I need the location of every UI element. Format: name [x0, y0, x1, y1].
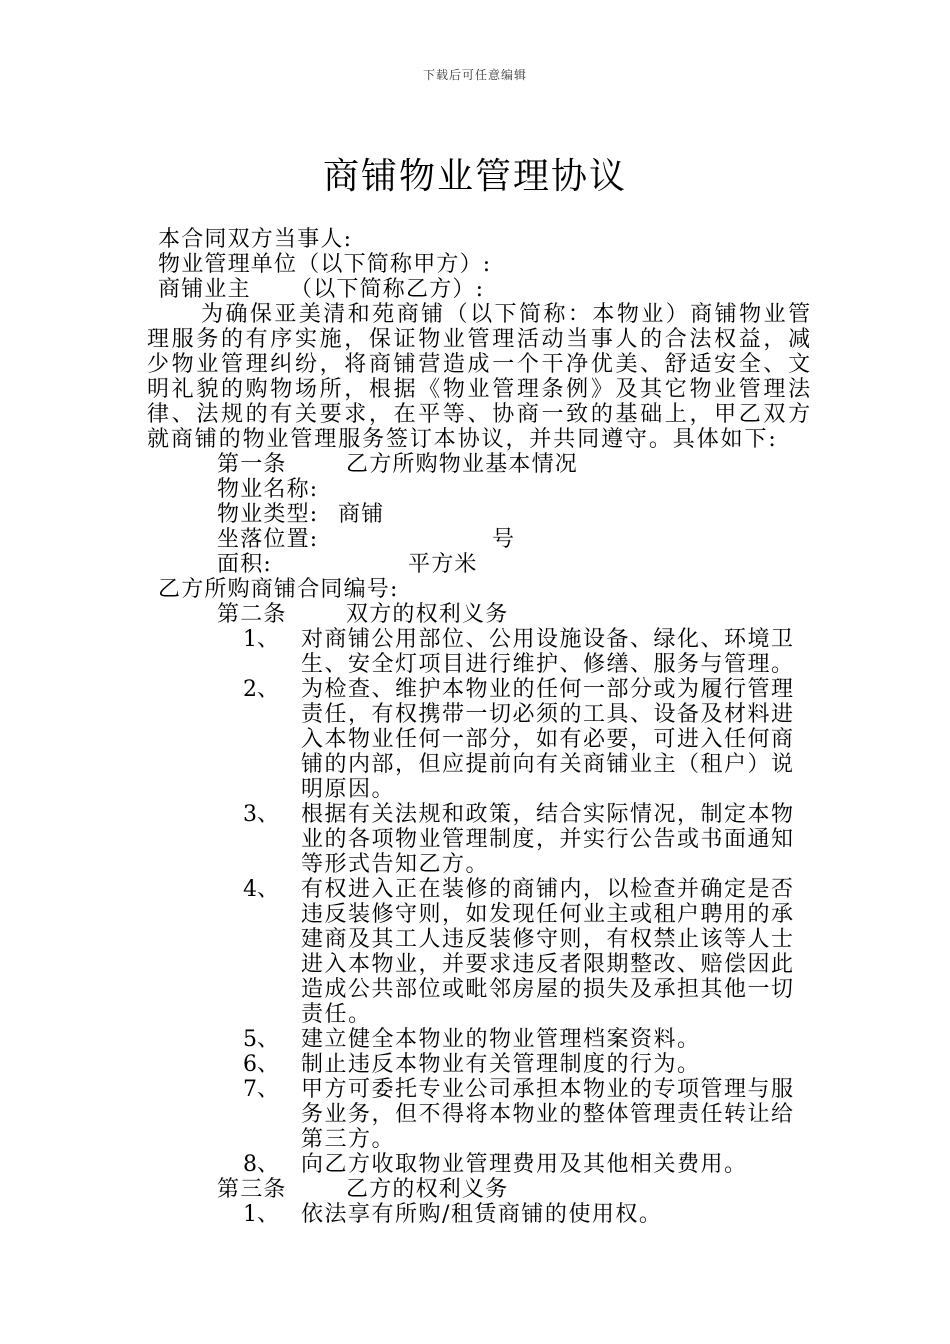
- list-item-text: 向乙方收取物业管理费用及其他相关费用。: [301, 1152, 748, 1177]
- list-item-number: 2、: [243, 677, 279, 702]
- list-item-text: 甲方可委托专业公司承担本物业的专项管理与服务业务，但不得将本物业的整体管理责任转让给第三方。: [301, 1077, 795, 1152]
- header-note: 下载后可任意编辑: [422, 68, 527, 82]
- location-label: 坐落位置:: [217, 527, 319, 552]
- list-item-number: 6、: [243, 1052, 279, 1077]
- list-item-text: 对商铺公用部位、公用设施设备、绿化、环境卫生、安全灯项目进行维护、修缮、服务与管理。: [301, 627, 795, 677]
- property-type-label: 物业类型:: [217, 502, 319, 527]
- contract-number-label: 乙方所购商铺合同编号:: [158, 577, 399, 602]
- document-title: 商铺物业管理协议: [322, 156, 627, 197]
- article3-label: 第三条: [217, 1177, 287, 1202]
- area-label: 面积:: [217, 552, 273, 577]
- location-suffix: 号: [492, 527, 516, 552]
- article1-title: 乙方所购物业基本情况: [346, 452, 579, 477]
- area-unit: 平方米: [408, 552, 478, 577]
- list-item-text: 制止违反本物业有关管理制度的行为。: [301, 1052, 701, 1077]
- article2-label: 第二条: [217, 602, 287, 627]
- party-b-note: （以下简称乙方）:: [290, 277, 485, 302]
- list-item-number: 5、: [243, 1027, 279, 1052]
- article3-title: 乙方的权利义务: [346, 1177, 509, 1202]
- list-item-text: 依法享有所购/租赁商铺的使用权。: [301, 1202, 663, 1227]
- list-item-number: 4、: [243, 877, 279, 902]
- list-item-text: 为检查、维护本物业的任何一部分或为履行管理责任，有权携带一切必须的工具、设备及材料进入本物业任何一部分，如有必要，可进入任何商铺的内部，但应提前向有关商铺业主（租户）说明原因。: [301, 677, 795, 802]
- list-item-number: 8、: [243, 1152, 279, 1177]
- party-b-label: 商铺业主: [158, 277, 251, 302]
- list-item-number: 1、: [243, 627, 279, 652]
- party-a-line: 物业管理单位（以下简称甲方）:: [158, 252, 492, 277]
- article2-title: 双方的权利义务: [346, 602, 509, 627]
- article1-label: 第一条: [217, 452, 287, 477]
- property-type-value: 商铺: [338, 502, 385, 527]
- parties-intro: 本合同双方当事人:: [158, 227, 353, 252]
- list-item-text: 有权进入正在装修的商铺内，以检查并确定是否违反装修守则，如发现任何业主或租户聘用的承建商及其工人违反装修守则，有权禁止该等人士进入本物业，并要求违反者限期整改、赔偿因此造成公共部位或毗邻房屋的损失及承担其他一切责任。: [301, 877, 795, 1027]
- property-name-label: 物业名称:: [217, 477, 319, 502]
- list-item-text: 根据有关法规和政策，结合实际情况，制定本物业的各项物业管理制度，并实行公告或书面通知等形式告知乙方。: [301, 802, 795, 877]
- list-item-number: 7、: [243, 1077, 279, 1102]
- preamble-paragraph: 为确保亚美清和苑商铺（以下简称：本物业）商铺物业管理服务的有序实施，保证物业管理活动当事人的合法权益，减少物业管理纠纷，将商铺营造成一个干净优美、舒适安全、文明礼貌的购物场所，根据《物业管理条例》及其它物业管理法律、法规的有关要求，在平等、协商一致的基础上，甲乙双方就商铺的物业管理服务签订本协议，并共同遵守。具体如下:: [147, 302, 812, 452]
- list-item-text: 建立健全本物业的物业管理档案资料。: [301, 1027, 701, 1052]
- list-item-number: 1、: [243, 1202, 279, 1227]
- list-item-number: 3、: [243, 802, 279, 827]
